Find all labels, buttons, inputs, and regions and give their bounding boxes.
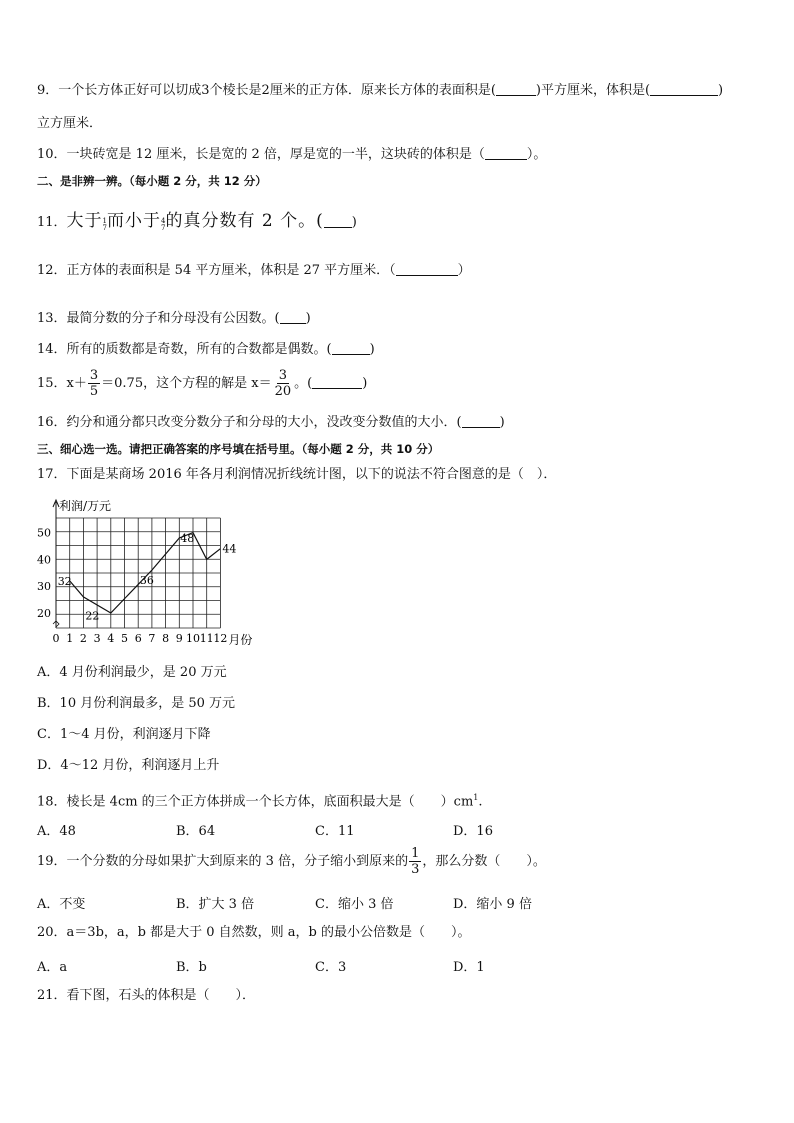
data-label: 32 (57, 574, 72, 588)
x-tick-label: 2 (79, 632, 87, 645)
x-tick-label: 9 (175, 632, 183, 645)
question-15: 15．x＋ $\frac{3}{5}$ ＝0.75，这个方程的解是 x＝ $\frac{3}{20}$ 。( ) (37, 368, 368, 399)
x-tick-label: 7 (148, 632, 156, 645)
q15-blank[interactable] (312, 375, 362, 389)
fraction-3-20: $\frac{3}{20}$ (274, 368, 292, 399)
x-tick-label: 0 (52, 632, 60, 645)
x-tick-label: 3 (93, 632, 101, 645)
data-label: 36 (139, 574, 154, 588)
q14-blank[interactable] (332, 341, 370, 355)
question-18: 18．棱长是 4cm 的三个正方体拼成一个长方体，底面积最大是（ ）$cm^1$. (37, 793, 483, 810)
profit-line-chart (30, 494, 300, 646)
fraction-3-5: $\frac{3}{5}$ (89, 368, 99, 399)
question-9-cont: 立方厘米． (37, 116, 103, 131)
fraction-1-3: $\frac{1}{3}$ (411, 846, 420, 877)
x-tick-label: 6 (134, 632, 142, 645)
x-tick-label: 4 (107, 632, 115, 645)
q10-blank[interactable] (485, 146, 527, 160)
y-axis-label: 利润/万元 (59, 499, 112, 513)
q18-option-a[interactable]: A．48 (37, 824, 76, 839)
x-tick-label: 10 (186, 632, 200, 645)
q13-blank[interactable] (280, 310, 306, 324)
x-tick-label: 11 (199, 632, 214, 645)
q17-option-c[interactable]: C．1～4 月份，利润逐月下降 (37, 727, 211, 742)
q19-option-c[interactable]: C．缩小 3 倍 (315, 897, 394, 912)
q12-blank[interactable] (396, 262, 458, 276)
fraction-1-7: 1 7 (102, 217, 108, 232)
question-19: 19．一个分数的分母如果扩大到原来的 3 倍，分子缩小到原来的 $\frac{1}{3}$ ，那么分数（ ）。 (37, 846, 546, 877)
data-label: 44 (222, 542, 237, 556)
q19-option-b[interactable]: B．扩大 3 倍 (176, 897, 255, 912)
x-tick-label: 5 (121, 632, 128, 645)
data-label: 22 (85, 609, 100, 623)
question-13: 13．最简分数的分子和分母没有公因数。( ) (37, 311, 311, 326)
q20-option-c[interactable]: C．3 (315, 960, 347, 975)
q18-option-b[interactable]: B．64 (176, 824, 216, 839)
q17-option-a[interactable]: A．4 月份利润最少，是 20 万元 (37, 665, 227, 680)
x-axis-label: 月份 (228, 633, 253, 646)
section-3-heading: 三、细心选一选。请把正确答案的序号填在括号里。（每小题 2 分，共 10 分） (37, 442, 440, 456)
x-tick-label: 12 (213, 632, 228, 645)
y-tick-label: 20 (37, 607, 51, 620)
question-10: 10．一块砖宽是 12 厘米，长是宽的 2 倍，厚是宽的一半，这块砖的体积是（ ）。 (37, 147, 547, 162)
q20-option-a[interactable]: A．a (37, 960, 68, 975)
q19-option-a[interactable]: A．不变 (37, 897, 86, 912)
q17-option-b[interactable]: B．10 月份利润最多，是 50 万元 (37, 696, 236, 711)
question-11: 11．大于 1 7 而小于 4 7 的真分数有 2 个。( ) (37, 211, 357, 232)
q9-text: 9．一个长方体正好可以切成3个棱长是2厘米的正方体．原来长方体的表面积是( (37, 83, 496, 98)
data-label: 48 (180, 531, 195, 545)
q11-blank[interactable] (324, 214, 352, 228)
q17-option-d[interactable]: D．4～12 月份，利润逐月上升 (37, 758, 220, 773)
q20-option-d[interactable]: D．1 (453, 960, 485, 975)
q9-blank-2[interactable] (650, 82, 718, 96)
question-20: 20．a＝3b，a，b 都是大于 0 自然数，则 a，b 的最小公倍数是（ ）。 (37, 925, 471, 940)
x-tick-label: 8 (162, 632, 170, 645)
y-tick-label: 30 (37, 580, 51, 594)
question-21: 21．看下图，石头的体积是（ ）． (37, 988, 256, 1003)
question-17: 17．下面是某商场 2016 年各月利润情况折线统计图，以下的说法不符合图意的是（ ）． (37, 467, 557, 482)
q16-blank[interactable] (462, 414, 500, 428)
y-tick-label: 50 (37, 526, 51, 540)
question-16: 16．约分和通分都只改变分数分子和分母的大小，没改变分数值的大小．( ) (37, 415, 505, 430)
section-2-heading: 二、是非辨一辨。（每小题 2 分，共 12 分） (37, 174, 267, 188)
q9-blank-1[interactable] (496, 82, 536, 96)
x-tick-label: 1 (66, 632, 74, 645)
q18-option-d[interactable]: D．16 (453, 824, 493, 839)
question-14: 14．所有的质数都是奇数，所有的合数都是偶数。( ) (37, 342, 375, 357)
question-9: 9．一个长方体正好可以切成3个棱长是2厘米的正方体．原来长方体的表面积是( )平方厘米，体积是( ) (37, 83, 724, 98)
question-12: 12．正方体的表面积是 54 平方厘米，体积是 27 平方厘米．（ ） (37, 263, 471, 278)
fraction-4-7: 4 7 (161, 217, 166, 232)
q20-option-b[interactable]: B．b (176, 960, 207, 975)
q19-option-d[interactable]: D．缩小 9 倍 (453, 897, 532, 912)
y-tick-label: 40 (37, 553, 51, 567)
q18-option-c[interactable]: C．11 (315, 824, 355, 839)
